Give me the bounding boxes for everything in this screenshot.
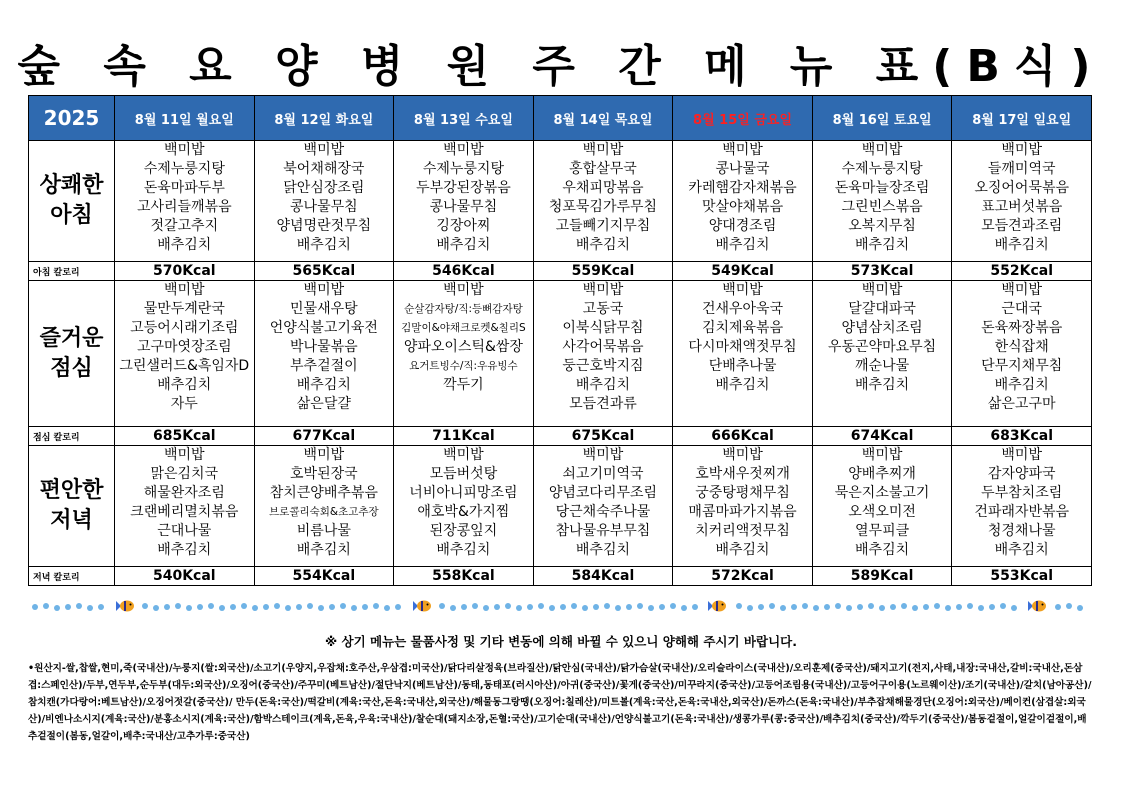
menu-item: 배추김치 — [157, 237, 212, 253]
menu-item: 돈육마파두부 — [143, 180, 225, 196]
bubble-dot — [780, 605, 786, 611]
kcal-value: 666Kcal — [673, 427, 813, 446]
bubble-dot — [659, 604, 665, 610]
menu-item: 크랜베리멸치볶음 — [130, 504, 239, 520]
menu-cell — [952, 141, 1092, 262]
menu-cell — [254, 141, 394, 262]
bubble-dot — [769, 603, 775, 609]
bubble-dot — [65, 604, 71, 610]
menu-item: 너비아니피망조림 — [409, 485, 518, 501]
menu-cell — [673, 141, 813, 262]
bubble-dot — [439, 603, 445, 609]
menu-item: 고구마엿장조림 — [136, 339, 232, 355]
kcal-value: 546Kcal — [394, 262, 534, 281]
menu-cell — [394, 446, 534, 567]
weekly-menu-table — [28, 95, 1092, 586]
menu-item: 그린샐러드&흑임자D — [119, 358, 250, 374]
menu-item: 고등어시래기조림 — [130, 320, 239, 336]
menu-item: 깅장아찌 — [436, 218, 491, 234]
kcal-value: 552Kcal — [952, 262, 1092, 281]
menu-cell — [115, 141, 255, 262]
bubble-dot — [637, 603, 643, 609]
kcal-value: 685Kcal — [115, 427, 255, 446]
meal-row — [29, 446, 1092, 567]
menu-cell — [533, 446, 673, 567]
menu-item: 모듬버섯탕 — [429, 466, 498, 482]
bubble-dot — [32, 604, 38, 610]
kcal-value: 674Kcal — [812, 427, 952, 446]
menu-item: 사각어묵볶음 — [562, 339, 644, 355]
menu-item: 배추김치 — [575, 237, 631, 253]
fish-icon — [1028, 599, 1046, 613]
bubble-dot — [747, 605, 753, 611]
kcal-label: 아침 칼로리 — [29, 262, 115, 281]
bubble-dot — [758, 604, 764, 610]
menu-item: 호박새우젓찌개 — [695, 466, 790, 482]
menu-item: 콩나물무침 — [429, 199, 498, 215]
bubble-dot — [450, 605, 456, 611]
menu-item: 들깨미역국 — [987, 161, 1056, 177]
bubble-dot — [824, 604, 830, 610]
bubble-dot — [956, 604, 962, 610]
bubble-dot — [1011, 605, 1017, 611]
kcal-value: 558Kcal — [394, 567, 534, 586]
menu-item: 백미밥 — [443, 282, 484, 298]
menu-cell — [254, 446, 394, 567]
bubble-dot — [604, 603, 610, 609]
menu-cell — [952, 446, 1092, 567]
bubble-dot — [175, 603, 181, 609]
menu-item: 백미밥 — [861, 447, 903, 463]
bubble-dot — [230, 604, 236, 610]
bubble-dot — [472, 603, 478, 609]
menu-item: 삶은달걀 — [296, 396, 351, 412]
menu-item: 배추김치 — [715, 237, 770, 253]
bubble-dot — [252, 605, 258, 611]
bubble-dot — [384, 605, 390, 611]
menu-cell — [952, 281, 1092, 427]
header-row — [29, 96, 1092, 141]
bubble-dot — [560, 604, 566, 610]
menu-item: 호박된장국 — [290, 466, 358, 482]
menu-item: 홍합살무국 — [569, 161, 637, 177]
menu-cell — [394, 141, 534, 262]
menu-item: 근대국 — [1001, 301, 1042, 317]
menu-item: 백미밥 — [582, 282, 624, 298]
bubble-dot — [989, 604, 995, 610]
kcal-value: 549Kcal — [673, 262, 813, 281]
menu-item: 단무지채무침 — [981, 358, 1063, 374]
menu-item: 참나물유부무침 — [555, 523, 651, 539]
menu-item: 양념코다리무조림 — [548, 485, 658, 501]
bubble-dot — [582, 605, 588, 611]
menu-item: 열무피클 — [855, 523, 910, 539]
kcal-value: 565Kcal — [254, 262, 394, 281]
kcal-value: 675Kcal — [533, 427, 673, 446]
bubble-dot — [527, 604, 533, 610]
menu-cell — [812, 141, 952, 262]
menu-item: 백미밥 — [722, 142, 763, 158]
bubble-dot — [857, 604, 863, 610]
meal-label — [29, 446, 115, 567]
menu-item: 백미밥 — [163, 142, 205, 158]
meal-label — [29, 281, 115, 427]
bubble-dot — [945, 605, 951, 611]
day-header: 8월 12일 화요일 — [254, 96, 394, 141]
menu-item: 백미밥 — [582, 447, 624, 463]
menu-item: 참치큰양배추볶음 — [269, 485, 378, 501]
menu-item: 우채피망볶음 — [562, 180, 644, 196]
menu-item: 그린빈스볶음 — [841, 199, 923, 215]
bubble-dot — [274, 603, 280, 609]
menu-item: 백미밥 — [861, 142, 903, 158]
bubble-dot — [373, 603, 379, 609]
bubble-dot — [76, 603, 82, 609]
bubble-dot — [329, 604, 335, 610]
menu-item: 고들빼기지무침 — [555, 218, 651, 234]
bubble-dot — [296, 604, 302, 610]
bubble-divider — [28, 597, 1092, 617]
bubble-dot — [219, 605, 225, 611]
menu-item: 백미밥 — [443, 447, 484, 463]
menu-item: 백미밥 — [722, 447, 763, 463]
bubble-dot — [153, 605, 159, 611]
menu-item: 배추김치 — [715, 542, 770, 558]
kcal-value: 711Kcal — [394, 427, 534, 446]
menu-item: 표고버섯볶음 — [981, 199, 1063, 215]
meal-label-line: 즐거운 — [39, 325, 104, 351]
kcal-value: 570Kcal — [115, 262, 255, 281]
menu-cell — [254, 281, 394, 427]
bubble-dot — [923, 604, 929, 610]
day-header: 8월 14일 목요일 — [533, 96, 673, 141]
menu-item: 수제누룽지탕 — [841, 161, 923, 177]
menu-item: 백미밥 — [303, 447, 345, 463]
menu-item: 요거트빙수/직:우유빙수 — [409, 360, 518, 372]
menu-item: 백미밥 — [582, 142, 624, 158]
menu-item: 두부참치조림 — [981, 485, 1063, 501]
bubble-dot — [351, 605, 357, 611]
kcal-label: 저녁 칼로리 — [29, 567, 115, 586]
bubble-dot — [197, 604, 203, 610]
menu-item: 배추김치 — [575, 377, 631, 393]
bubble-dot — [461, 604, 467, 610]
bubble-dot — [395, 604, 401, 610]
menu-item: 애호박&가지찜 — [417, 504, 510, 520]
meal-label-line: 편안한 — [39, 478, 104, 503]
menu-item: 모듬견과조림 — [981, 218, 1063, 234]
menu-cell — [673, 446, 813, 567]
year-cell: 2025 — [29, 96, 115, 141]
menu-item: 고동국 — [582, 301, 624, 317]
menu-item: 단배추나물 — [708, 358, 777, 374]
menu-item: 수제누룽지탕 — [143, 161, 225, 177]
kcal-value: 553Kcal — [952, 567, 1092, 586]
menu-item: 치커리액젓무침 — [695, 523, 790, 539]
menu-item: 젓갈고추지 — [150, 218, 219, 234]
menu-item: 자두 — [170, 396, 198, 412]
menu-item: 배추김치 — [296, 542, 351, 558]
menu-item: 배추김치 — [994, 377, 1049, 393]
meal-label-line: 점심 — [50, 355, 93, 381]
kcal-value: 584Kcal — [533, 567, 673, 586]
kcal-value: 572Kcal — [673, 567, 813, 586]
menu-item: 김말이&야채크로켓&칠리S — [401, 322, 526, 334]
menu-item: 비름나물 — [296, 523, 351, 539]
menu-item: 고사리들깨볶음 — [136, 199, 232, 215]
menu-item: 닭안심장조림 — [283, 180, 365, 196]
menu-item: 오징어어묵볶음 — [974, 180, 1070, 196]
menu-item: 맑은김치국 — [150, 466, 219, 482]
menu-item: 배추김치 — [436, 237, 491, 253]
menu-item: 수제누룽지탕 — [422, 161, 504, 177]
menu-item: 청포묵김가루무침 — [548, 199, 658, 215]
menu-item: 양파오이스틱&쌈장 — [403, 339, 523, 355]
menu-item: 백미밥 — [303, 142, 345, 158]
menu-item: 배추김치 — [994, 542, 1049, 558]
bubble-dot — [571, 603, 577, 609]
menu-item: 백미밥 — [443, 142, 484, 158]
menu-item: 이북식닭무침 — [562, 320, 644, 336]
menu-item: 브로콜리숙회&초고추장 — [269, 506, 379, 518]
menu-item: 모듬견과류 — [569, 396, 637, 412]
meal-label-line: 아침 — [50, 203, 93, 228]
menu-item: 묵은지소불고기 — [834, 485, 930, 501]
menu-cell — [533, 281, 673, 427]
kcal-row — [29, 262, 1092, 281]
menu-item: 쇠고기미역국 — [562, 466, 644, 482]
bubble-dot — [890, 604, 896, 610]
kcal-value: 573Kcal — [812, 262, 952, 281]
bubble-dot — [505, 603, 511, 609]
bubble-dot — [802, 603, 808, 609]
menu-item: 매콤마파가지볶음 — [688, 504, 797, 520]
meal-row — [29, 141, 1092, 262]
bubble-dot — [1055, 604, 1061, 610]
kcal-label: 점심 칼로리 — [29, 427, 115, 446]
bubble-dot — [615, 605, 621, 611]
bubble-dot — [648, 605, 654, 611]
menu-item: 백미밥 — [1001, 142, 1042, 158]
menu-item: 양념삼치조림 — [841, 320, 923, 336]
day-header-holiday: 8월 15일 금요일 — [673, 96, 813, 141]
menu-cell — [673, 281, 813, 427]
kcal-value: 554Kcal — [254, 567, 394, 586]
bubble-dot — [483, 605, 489, 611]
kcal-value: 589Kcal — [812, 567, 952, 586]
meal-row — [29, 281, 1092, 427]
fish-icon — [708, 599, 726, 613]
menu-item: 배추김치 — [994, 237, 1049, 253]
bubble-dot — [1077, 605, 1083, 611]
menu-item: 백미밥 — [303, 282, 345, 298]
kcal-value: 540Kcal — [115, 567, 255, 586]
menu-item: 깍두기 — [443, 377, 484, 393]
bubble-dot — [1000, 603, 1006, 609]
bubble-dot — [549, 605, 555, 611]
day-header: 8월 13일 수요일 — [394, 96, 534, 141]
menu-item: 백미밥 — [163, 282, 205, 298]
bubble-dot — [318, 605, 324, 611]
menu-item: 돈육마늘장조림 — [834, 180, 930, 196]
menu-item: 배추김치 — [157, 377, 212, 393]
menu-item: 배추김치 — [715, 377, 770, 393]
menu-cell — [115, 446, 255, 567]
bubble-dot — [670, 603, 676, 609]
menu-item: 백미밥 — [1001, 447, 1042, 463]
bubble-dot — [901, 603, 907, 609]
kcal-row — [29, 427, 1092, 446]
menu-cell — [812, 446, 952, 567]
menu-item: 당근채숙주나물 — [555, 504, 651, 520]
bubble-dot — [813, 605, 819, 611]
menu-item: 근대나물 — [157, 523, 212, 539]
menu-item: 김치제육볶음 — [701, 320, 784, 336]
menu-cell — [812, 281, 952, 427]
menu-item: 둥근호박지짐 — [562, 358, 644, 374]
bubble-dot — [43, 603, 49, 609]
bubble-dot — [846, 605, 852, 611]
menu-item: 카레햄감자채볶음 — [688, 180, 797, 196]
bubble-dot — [835, 603, 841, 609]
bubble-dot — [538, 603, 544, 609]
kcal-value: 677Kcal — [254, 427, 394, 446]
menu-item: 달걀대파국 — [848, 301, 916, 317]
bubble-dot — [912, 605, 918, 611]
bubble-dot — [208, 603, 214, 609]
notice-text: ※ 상기 메뉴는 물품사정 및 기타 변동에 의해 바뀔 수 있으니 양해해 주시기 바랍니다. — [325, 634, 797, 649]
day-header: 8월 16일 토요일 — [812, 96, 952, 141]
origin-info: •원산지-쌀,찹쌀,현미,죽(국내산)/누룽지(쌀:외국산)/소고기(우양지,우잡채:호주산,우삼겹:미국산)/닭다리살정육(브라질산)/닭안심(국내산)/닭가슴살(국내산)/오리슬라이스(국내산)/오리훈제(중국산)/돼지고기(전지,사태,내장:국내산,갈비:국내산,돈삼겹:스페인산)/두부,연두부,순두부(대두:외국산)/오징어(중국산)/주꾸미(베트남산)/절단낙지(베트남산)/동태,동태포(러시아산)/아귀(중국산)/꽃게(중국산)/미꾸라지(중국산)/고등어조림용(국내산)/고등어구이용(노르웨이산)/조기(국내산)/갈치(남아공산)/참치캔(가다랑어:베트남산)/오징어젓갈(중국산)/ 만두(돈육:국산)/떡갈비(계육:국산,돈육:국내산,외국산)/해물동그랑땡(오징어:칠레산)/미트볼(계육:국산,돈육:국내산,외국산)/돈까스(돈육:국내산)/부추잡채해물경단(오징어:외국산)/베이컨(삼겹살:외국산)/비엔나소시지(계육:국산)/분홍소시지(계육:국산)/함박스테이크(계육,돈육,우육:국내산)/찰순대(돼지소장,돈혈:국산)/고기순대(국내산)/언양식불고기(돈육:국내산)/생콩가루(콩:중국산)/배추김치(중국산)/깍두기(중국산)/봄동겉절이,얼갈이겉절이,배추겉절이(봄동,얼갈이,배추:국내산/고추가루:중국산) — [28, 663, 1092, 742]
day-header: 8월 11일 월요일 — [115, 96, 255, 141]
menu-item: 북어채해장국 — [283, 161, 365, 177]
menu-item: 배추김치 — [855, 377, 910, 393]
bubble-dot — [285, 605, 291, 611]
day-header: 8월 17일 일요일 — [952, 96, 1092, 141]
menu-item: 감자양파국 — [987, 466, 1056, 482]
bubble-dot — [692, 604, 698, 610]
fish-icon — [116, 599, 134, 613]
bubble-dot — [868, 603, 874, 609]
menu-item: 배추김치 — [296, 377, 351, 393]
menu-item: 돈육짜장볶음 — [981, 320, 1063, 336]
menu-item: 맛살야채볶음 — [701, 199, 784, 215]
page-title: 숲 속 요 양 병 원 주 간 메 뉴 표(B식) — [17, 41, 1105, 92]
bubble-dot — [681, 605, 687, 611]
menu-item: 삶은고구마 — [987, 396, 1056, 412]
menu-item: 콩나물국 — [715, 161, 770, 177]
menu-item: 백미밥 — [722, 282, 763, 298]
menu-item: 언양식불고기육전 — [269, 320, 378, 336]
menu-item: 백미밥 — [163, 447, 205, 463]
menu-item: 백미밥 — [861, 282, 903, 298]
menu-item: 순살감자탕/직:등뼈감자탕 — [404, 303, 523, 315]
menu-item: 된장콩잎지 — [429, 523, 498, 539]
menu-item: 양대경조림 — [708, 218, 777, 234]
menu-item: 양배추찌개 — [848, 466, 916, 482]
kcal-value: 559Kcal — [533, 262, 673, 281]
menu-item: 콩나물무침 — [290, 199, 358, 215]
bubble-dot — [791, 604, 797, 610]
menu-item: 물만두계란국 — [143, 301, 225, 317]
menu-cell — [115, 281, 255, 427]
menu-cell — [533, 141, 673, 262]
menu-item: 배추김치 — [855, 542, 910, 558]
menu-item: 해물완자조림 — [143, 485, 225, 501]
bubble-dot — [626, 604, 632, 610]
menu-item: 깨순나물 — [855, 358, 910, 374]
bubble-dot — [978, 605, 984, 611]
menu-item: 한식잡채 — [994, 339, 1049, 355]
bubble-dot — [142, 603, 148, 609]
menu-item: 민물새우탕 — [290, 301, 358, 317]
menu-item: 청경채나물 — [987, 523, 1056, 539]
menu-item: 배추김치 — [855, 237, 910, 253]
bubble-dot — [362, 604, 368, 610]
menu-item: 양념명란젓무침 — [276, 218, 372, 234]
bubble-dot — [516, 605, 522, 611]
menu-item: 우동곤약마요무침 — [827, 339, 937, 355]
meal-label-line: 상쾌한 — [39, 173, 104, 198]
menu-item: 오복지무침 — [848, 218, 916, 234]
bubble-dot — [307, 603, 313, 609]
bubble-dot — [164, 604, 170, 610]
menu-item: 배추김치 — [575, 542, 631, 558]
bubble-dot — [494, 604, 500, 610]
kcal-value: 683Kcal — [952, 427, 1092, 446]
kcal-row — [29, 567, 1092, 586]
bubble-dot — [186, 605, 192, 611]
fish-icon — [413, 599, 431, 613]
menu-item: 부추겉절이 — [290, 358, 358, 374]
menu-item: 배추김치 — [436, 542, 491, 558]
meal-label — [29, 141, 115, 262]
menu-item: 다시마채액젓무침 — [688, 339, 797, 355]
menu-item: 두부강된장볶음 — [416, 180, 511, 196]
bubble-dot — [54, 605, 60, 611]
bubble-dot — [87, 605, 93, 611]
menu-item: 건파래자반볶음 — [974, 504, 1070, 520]
menu-item: 백미밥 — [1001, 282, 1042, 298]
bubble-dot — [736, 603, 742, 609]
bubble-dot — [967, 603, 973, 609]
menu-item: 배추김치 — [296, 237, 351, 253]
bubble-dot — [593, 604, 599, 610]
menu-item: 궁중탕평채무침 — [695, 485, 790, 501]
menu-item: 건새우아욱국 — [701, 301, 784, 317]
menu-item: 배추김치 — [157, 542, 212, 558]
bubble-dot — [98, 604, 104, 610]
menu-cell — [394, 281, 534, 427]
menu-item: 오색오미전 — [848, 504, 916, 520]
meal-label-line: 저녁 — [50, 508, 93, 533]
menu-item: 박나물볶음 — [290, 339, 358, 355]
bubble-dot — [340, 603, 346, 609]
bubble-dot — [879, 605, 885, 611]
bubble-dot — [241, 603, 247, 609]
bubble-dot — [263, 604, 269, 610]
bubble-dot — [1066, 603, 1072, 609]
bubble-dot — [934, 603, 940, 609]
